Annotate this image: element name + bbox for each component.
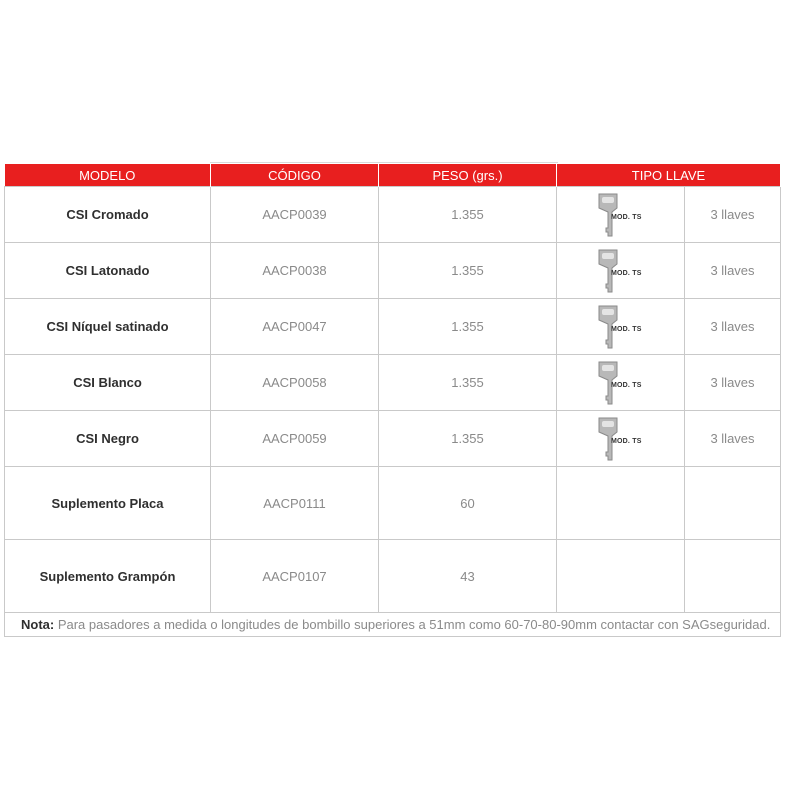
cell-codigo: AACP0107 (211, 540, 379, 613)
cell-peso: 1.355 (379, 411, 557, 467)
cell-modelo: CSI Cromado (5, 187, 211, 243)
cell-key-image (557, 187, 685, 243)
note-label: Nota: (21, 617, 55, 632)
cell-modelo: Suplemento Grampón (5, 540, 211, 613)
table-row (5, 243, 781, 299)
cell-key-image (557, 411, 685, 467)
product-table-wrapper (4, 164, 780, 637)
cell-modelo: Suplemento Placa (5, 467, 211, 540)
table-row (5, 467, 781, 540)
key-model-label: MOD. TS (611, 382, 642, 389)
cell-llaves: 3 llaves (685, 411, 781, 467)
cell-llaves: 3 llaves (685, 187, 781, 243)
header-peso: PESO (grs.) (379, 164, 557, 187)
cell-peso: 1.355 (379, 355, 557, 411)
cell-modelo: CSI Níquel satinado (5, 299, 211, 355)
header-codigo: CÓDIGO (211, 164, 379, 187)
product-table (4, 164, 781, 637)
table-header-row (5, 164, 781, 187)
header-modelo: MODELO (5, 164, 211, 187)
cell-key-empty (557, 467, 685, 540)
cell-modelo: CSI Negro (5, 411, 211, 467)
key-model-label: MOD. TS (611, 214, 642, 221)
key-model-label: MOD. TS (611, 270, 642, 277)
top-divider (210, 162, 558, 163)
cell-key-image (557, 299, 685, 355)
cell-codigo: AACP0047 (211, 299, 379, 355)
table-row (5, 540, 781, 613)
cell-codigo: AACP0059 (211, 411, 379, 467)
cell-codigo: AACP0111 (211, 467, 379, 540)
cell-codigo: AACP0038 (211, 243, 379, 299)
cell-peso: 60 (379, 467, 557, 540)
table-row (5, 299, 781, 355)
key-model-label: MOD. TS (611, 326, 642, 333)
key-model-label: MOD. TS (611, 438, 642, 445)
cell-llaves: 3 llaves (685, 299, 781, 355)
cell-llaves-empty (685, 467, 781, 540)
cell-peso: 1.355 (379, 187, 557, 243)
cell-key-empty (557, 540, 685, 613)
table-row (5, 411, 781, 467)
cell-llaves: 3 llaves (685, 355, 781, 411)
note-row (5, 613, 781, 637)
cell-codigo: AACP0039 (211, 187, 379, 243)
table-row (5, 187, 781, 243)
cell-key-image (557, 243, 685, 299)
cell-peso: 43 (379, 540, 557, 613)
cell-codigo: AACP0058 (211, 355, 379, 411)
cell-llaves-empty (685, 540, 781, 613)
note-cell (5, 613, 781, 637)
note-text: Para pasadores a medida o longitudes de bombillo superiores a 51mm como 60-70-80-90mm contactar con SAGseguridad. (54, 617, 771, 632)
cell-peso: 1.355 (379, 299, 557, 355)
header-tipo-llave: TIPO LLAVE (557, 164, 781, 187)
cell-peso: 1.355 (379, 243, 557, 299)
cell-modelo: CSI Latonado (5, 243, 211, 299)
table-row (5, 355, 781, 411)
cell-modelo: CSI Blanco (5, 355, 211, 411)
cell-key-image (557, 355, 685, 411)
cell-llaves: 3 llaves (685, 243, 781, 299)
